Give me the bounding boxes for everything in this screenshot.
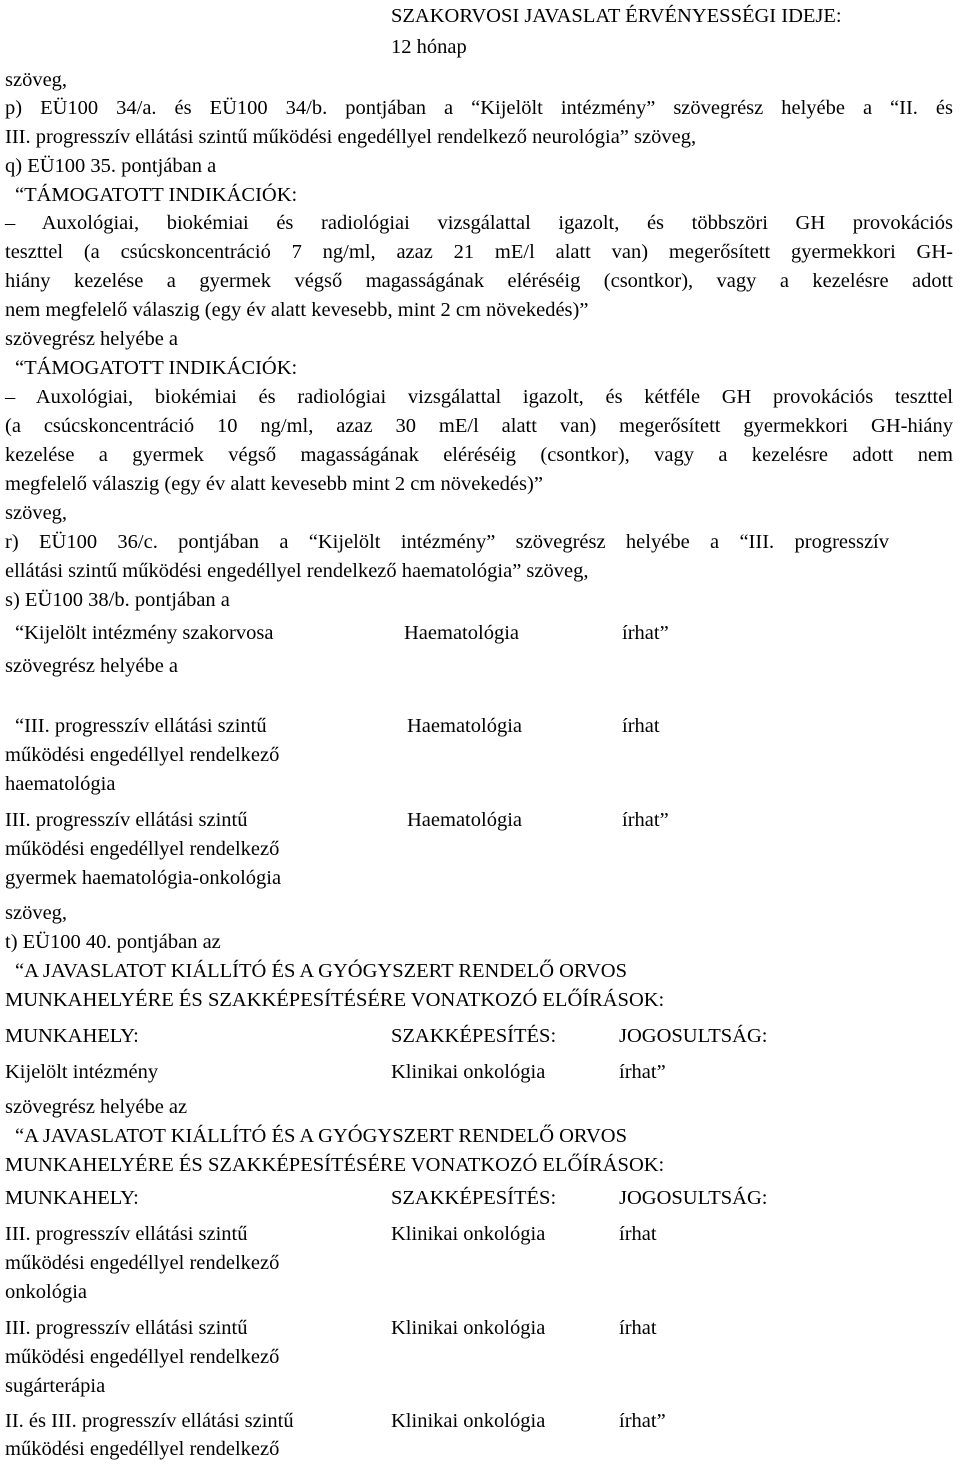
table-cell: “III. progresszív ellátási szintű: [15, 715, 267, 737]
paragraph-line: szövegrész helyébe a: [5, 655, 179, 677]
table-header-cell: SZAKKÉPESÍTÉS:: [391, 1187, 557, 1209]
quoted-heading: “TÁMOGATOTT INDIKÁCIÓK:: [15, 357, 298, 379]
table-cell: gyermek haematológia-onkológia: [5, 867, 282, 889]
table-cell: működési engedéllyel rendelkező: [5, 1252, 280, 1274]
paragraph-line: hiány kezelése a gyermek végső magasságának eléréséig (csontkor), vagy a kezelésre adott: [5, 270, 953, 292]
paragraph-line: s) EÜ100 38/b. pontjában a: [5, 589, 230, 611]
table-cell: Haematológia: [407, 809, 522, 831]
table-cell: működési engedéllyel rendelkező: [5, 744, 280, 766]
paragraph-line: q) EÜ100 35. pontjában a: [5, 155, 217, 177]
validity-period: 12 hónap: [391, 36, 467, 58]
table-cell: írhat: [619, 1223, 657, 1245]
quoted-heading: “TÁMOGATOTT INDIKÁCIÓK:: [15, 184, 298, 206]
table-cell: III. progresszív ellátási szintű: [5, 809, 248, 831]
paragraph-line: p) EÜ100 34/a. és EÜ100 34/b. pontjában a “Kijelölt intézmény” szövegrész helyébe a “II. és: [5, 97, 953, 119]
paragraph-line: szöveg,: [5, 502, 68, 524]
paragraph-line: r) EÜ100 36/c. pontjában a “Kijelölt intézmény” szövegrész helyébe a “III. progresszív: [5, 531, 889, 553]
table-cell: onkológia: [5, 1281, 87, 1303]
table-cell: írhat”: [619, 1410, 666, 1432]
table-cell: Klinikai onkológia: [391, 1317, 546, 1339]
quoted-heading: “A JAVASLATOT KIÁLLÍTÓ ÉS A GYÓGYSZERT RENDELŐ ORVOS: [15, 960, 627, 982]
table-cell: Kijelölt intézmény: [5, 1061, 159, 1083]
paragraph-line: – Auxológiai, biokémiai és radiológiai vizsgálattal igazolt, és többszöri GH provokációs: [5, 212, 953, 234]
table-cell: Klinikai onkológia: [391, 1410, 546, 1432]
paragraph-line: ellátási szintű működési engedéllyel rendelkező haematológia” szöveg,: [5, 560, 589, 582]
paragraph-line: megfelelő válaszig (egy év alatt kevesebb mint 2 cm növekedés)”: [5, 473, 543, 495]
paragraph-line: szöveg,: [5, 902, 68, 924]
table-header-cell: JOGOSULTSÁG:: [619, 1025, 768, 1047]
table-cell: II. és III. progresszív ellátási szintű: [5, 1410, 294, 1432]
table-cell: írhat: [619, 1317, 657, 1339]
table-cell: sugárterápia: [5, 1375, 106, 1397]
paragraph-line: t) EÜ100 40. pontjában az: [5, 931, 221, 953]
paragraph-line: nem megfelelő válaszig (egy év alatt kevesebb, mint 2 cm növekedés)”: [5, 299, 589, 321]
table-cell: működési engedéllyel rendelkező: [5, 1438, 280, 1460]
paragraph-line: szöveg,: [5, 69, 68, 91]
table-cell: III. progresszív ellátási szintű: [5, 1317, 248, 1339]
table-cell: írhat”: [619, 1061, 666, 1083]
table-cell: működési engedéllyel rendelkező: [5, 1346, 280, 1368]
table-cell: működési engedéllyel rendelkező: [5, 838, 280, 860]
table-header-cell: JOGOSULTSÁG:: [619, 1187, 768, 1209]
table-cell: írhat”: [622, 809, 669, 831]
paragraph-line: III. progresszív ellátási szintű működési engedéllyel rendelkező neurológia” szöveg,: [5, 126, 697, 148]
table-cell: Klinikai onkológia: [391, 1061, 546, 1083]
table-cell: írhat: [622, 715, 660, 737]
table-cell: “Kijelölt intézmény szakorvosa: [15, 622, 274, 644]
validity-heading: SZAKORVOSI JAVASLAT ÉRVÉNYESSÉGI IDEJE:: [391, 5, 842, 27]
quoted-heading: MUNKAHELYÉRE ÉS SZAKKÉPESÍTÉSÉRE VONATKOZÓ ELŐÍRÁSOK:: [5, 989, 665, 1011]
table-header-cell: MUNKAHELY:: [5, 1187, 139, 1209]
paragraph-line: szövegrész helyébe az: [5, 1096, 188, 1118]
table-cell: írhat”: [622, 622, 669, 644]
paragraph-line: – Auxológiai, biokémiai és radiológiai vizsgálattal igazolt, és kétféle GH provokációs teszttel: [5, 386, 953, 408]
paragraph-line: kezelése a gyermek végső magasságának eléréséig (csontkor), vagy a kezelésre adott nem: [5, 444, 953, 466]
quoted-heading: “A JAVASLATOT KIÁLLÍTÓ ÉS A GYÓGYSZERT RENDELŐ ORVOS: [15, 1125, 627, 1147]
paragraph-line: teszttel (a csúcskoncentráció 7 ng/ml, azaz 21 mE/l alatt van) megerősített gyermekkori GH-: [5, 241, 953, 263]
table-cell: haematológia: [5, 773, 116, 795]
table-header-cell: SZAKKÉPESÍTÉS:: [391, 1025, 557, 1047]
table-cell: III. progresszív ellátási szintű: [5, 1223, 248, 1245]
quoted-heading: MUNKAHELYÉRE ÉS SZAKKÉPESÍTÉSÉRE VONATKOZÓ ELŐÍRÁSOK:: [5, 1154, 665, 1176]
table-cell: Klinikai onkológia: [391, 1223, 546, 1245]
paragraph-line: (a csúcskoncentráció 10 ng/ml, azaz 30 mE/l alatt van) megerősített gyermekkori GH-hiány: [5, 415, 953, 437]
table-header-cell: MUNKAHELY:: [5, 1025, 139, 1047]
paragraph-line: szövegrész helyébe a: [5, 328, 179, 350]
table-cell: Haematológia: [404, 622, 519, 644]
table-cell: Haematológia: [407, 715, 522, 737]
